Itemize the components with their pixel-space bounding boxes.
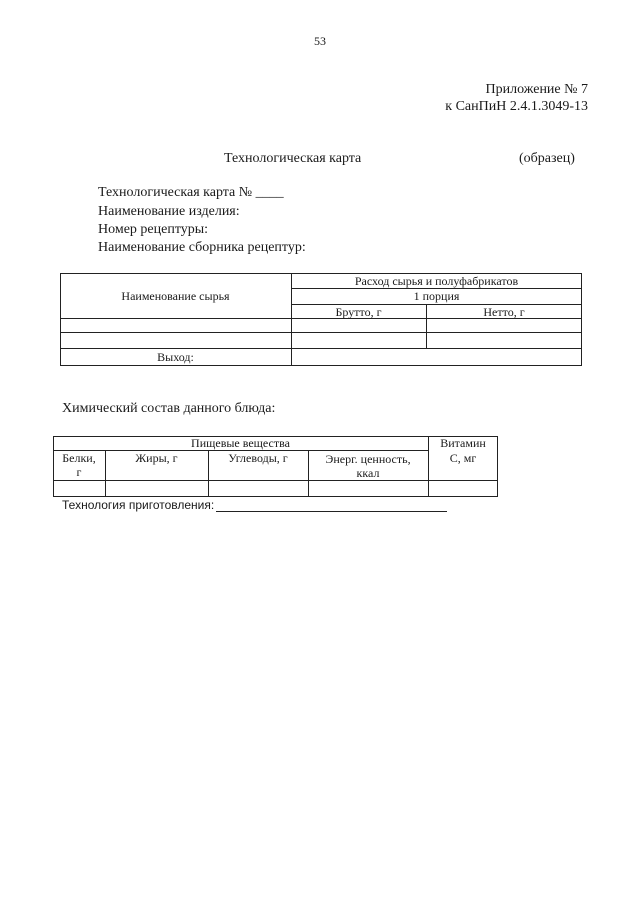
page-number: 53	[314, 34, 326, 48]
net-header: Нетто, г	[483, 305, 525, 319]
field-recipe-number: Номер рецептуры:	[98, 222, 209, 237]
chemical-composition-heading: Химический состав данного блюда:	[62, 401, 276, 416]
appendix-title: Приложение № 7	[485, 82, 588, 97]
output-label: Выход:	[157, 350, 194, 364]
carbs-header: Углеводы, г	[228, 451, 288, 465]
field-collection-name: Наименование сборника рецептур:	[98, 240, 306, 255]
fats-header: Жиры, г	[135, 451, 178, 465]
appendix-reference: к СанПиН 2.4.1.3049-13	[445, 99, 588, 114]
raw-name-header: Наименование сырья	[121, 289, 230, 303]
document-title: Технологическая карта	[224, 151, 362, 166]
vitamin-header-line2: С, мг	[449, 451, 477, 465]
chemical-composition-table	[53, 436, 498, 497]
vitamin-header-line1: Витамин	[440, 436, 486, 450]
raw-materials-table	[60, 273, 582, 366]
sample-label: (образец)	[519, 151, 575, 166]
field-product-name: Наименование изделия:	[98, 204, 240, 219]
gross-header: Брутто, г	[335, 305, 382, 319]
proteins-header-line2: г	[76, 465, 82, 479]
energy-header-line2: ккал	[356, 466, 380, 480]
proteins-header-line1: Белки,	[62, 451, 96, 465]
portion-header: 1 порция	[413, 289, 460, 303]
energy-header-line1: Энерг. ценность,	[325, 452, 411, 466]
technology-label: Технология приготовления:	[62, 498, 215, 512]
field-card-number: Технологическая карта № ____	[98, 185, 284, 200]
technology-blank-line	[216, 511, 447, 512]
consumption-header: Расход сырья и полуфабрикатов	[354, 274, 519, 288]
nutrients-header: Пищевые вещества	[191, 436, 290, 450]
